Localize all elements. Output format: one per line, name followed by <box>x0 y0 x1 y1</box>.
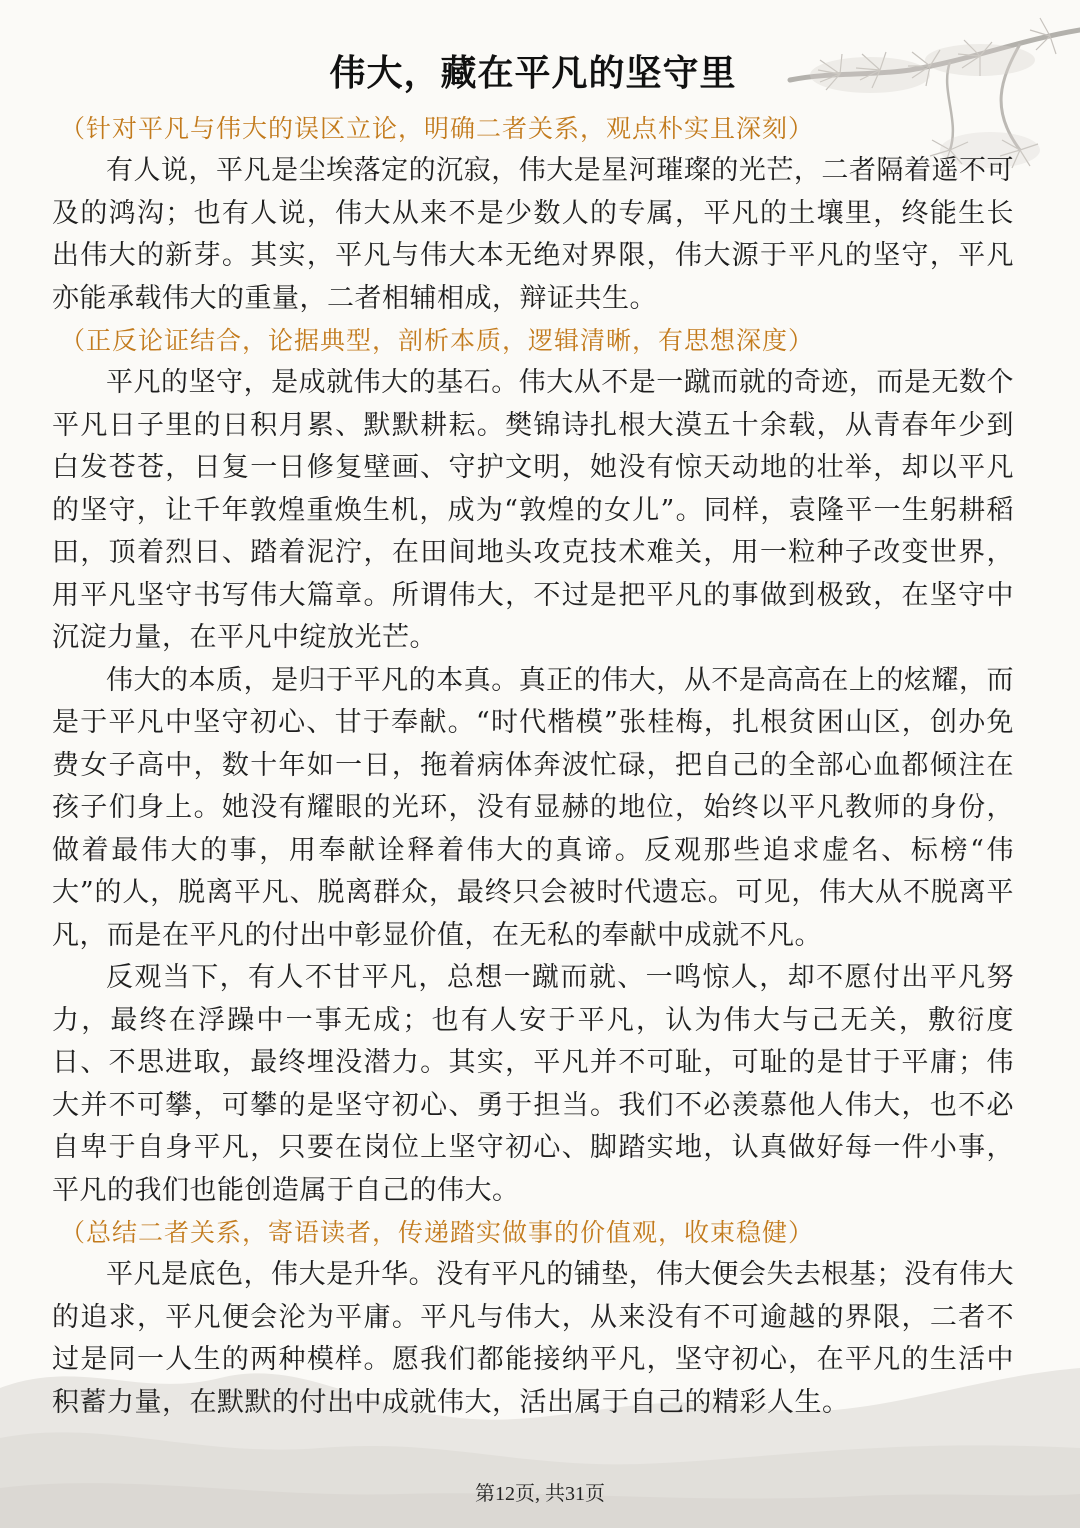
document-body <box>52 44 1014 1424</box>
paragraph: 平凡的坚守，是成就伟大的基石。伟大从不是一蹴而就的奇迹，而是无数个平凡日子里的日积月累、默默耕耘。樊锦诗扎根大漠五十余载，从青春年少到白发苍苍，日复一日修复壁画、守护文明，她没有惊天动地的壮举，却以平凡的坚守，让千年敦煌重焕生机，成为“敦煌的女儿”。同样，袁隆平一生躬耕稻田，顶着烈日、踏着泥泞，在田间地头攻克技术难关，用一粒种子改变世界，用平凡坚守书写伟大篇章。所谓伟大，不过是把平凡的事做到极致，在坚守中沉淀力量，在平凡中绽放光芒。 <box>52 367 1014 653</box>
document-title: 伟大，藏在平凡的坚守里 <box>329 53 737 94</box>
annotation-note: （针对平凡与伟大的误区立论，明确二者关系，观点朴实且深刻） <box>60 114 815 143</box>
paragraph: 有人说，平凡是尘埃落定的沉寂，伟大是星河璀璨的光芒，二者隔着遥不可及的鸿沟；也有人说，伟大从来不是少数人的专属，平凡的土壤里，终能生长出伟大的新芽。其实，平凡与伟大本无绝对界限，伟大源于平凡的坚守，平凡亦能承载伟大的重量，二者相辅相成，辩证共生。 <box>52 155 1014 314</box>
annotation-note: （总结二者关系，寄语读者，传递踏实做事的价值观，收束稳健） <box>60 1218 815 1247</box>
annotation-note: （正反论证结合，论据典型，剖析本质，逻辑清晰，有思想深度） <box>60 326 815 355</box>
paragraph: 伟大的本质，是归于平凡的本真。真正的伟大，从不是高高在上的炫耀，而是于平凡中坚守初心、甘于奉献。“时代楷模”张桂梅，扎根贫困山区，创办免费女子高中，数十年如一日，拖着病体奔波忙碌，把自己的全部心血都倾注在孩子们身上。她没有耀眼的光环，没有显赫的地位，始终以平凡教师的身份，做着最伟大的事，用奉献诠释着伟大的真谛。反观那些追求虚名、标榜“伟大”的人，脱离平凡、脱离群众，最终只会被时代遗忘。可见，伟大从不脱离平凡，而是在平凡的付出中彰显价值，在无私的奉献中成就不凡。 <box>52 664 1014 951</box>
paragraph: 反观当下，有人不甘平凡，总想一蹴而就、一鸣惊人，却不愿付出平凡努力，最终在浮躁中一事无成；也有人安于平凡，认为伟大与己无关，敷衍度日、不思进取，最终埋没潜力。其实，平凡并不可耻，可耻的是甘于平庸；伟大并不可攀，可攀的是坚守初心、勇于担当。我们不必羡慕他人伟大，也不必自卑于自身平凡，只要在岗位上坚守初心、脚踏实地，认真做好每一件小事，平凡的我们也能创造属于自己的伟大。 <box>52 962 1014 1206</box>
paragraph: 平凡是底色，伟大是升华。没有平凡的铺垫，伟大便会失去根基；没有伟大的追求，平凡便会沦为平庸。平凡与伟大，从来没有不可逾越的界限，二者不过是同一人生的两种模样。愿我们都能接纳平凡，坚守初心，在平凡的生活中积蓄力量，在默默的付出中成就伟大，活出属于自己的精彩人生。 <box>52 1259 1014 1418</box>
page-footer: 第12页, 共31页 <box>475 1483 605 1505</box>
